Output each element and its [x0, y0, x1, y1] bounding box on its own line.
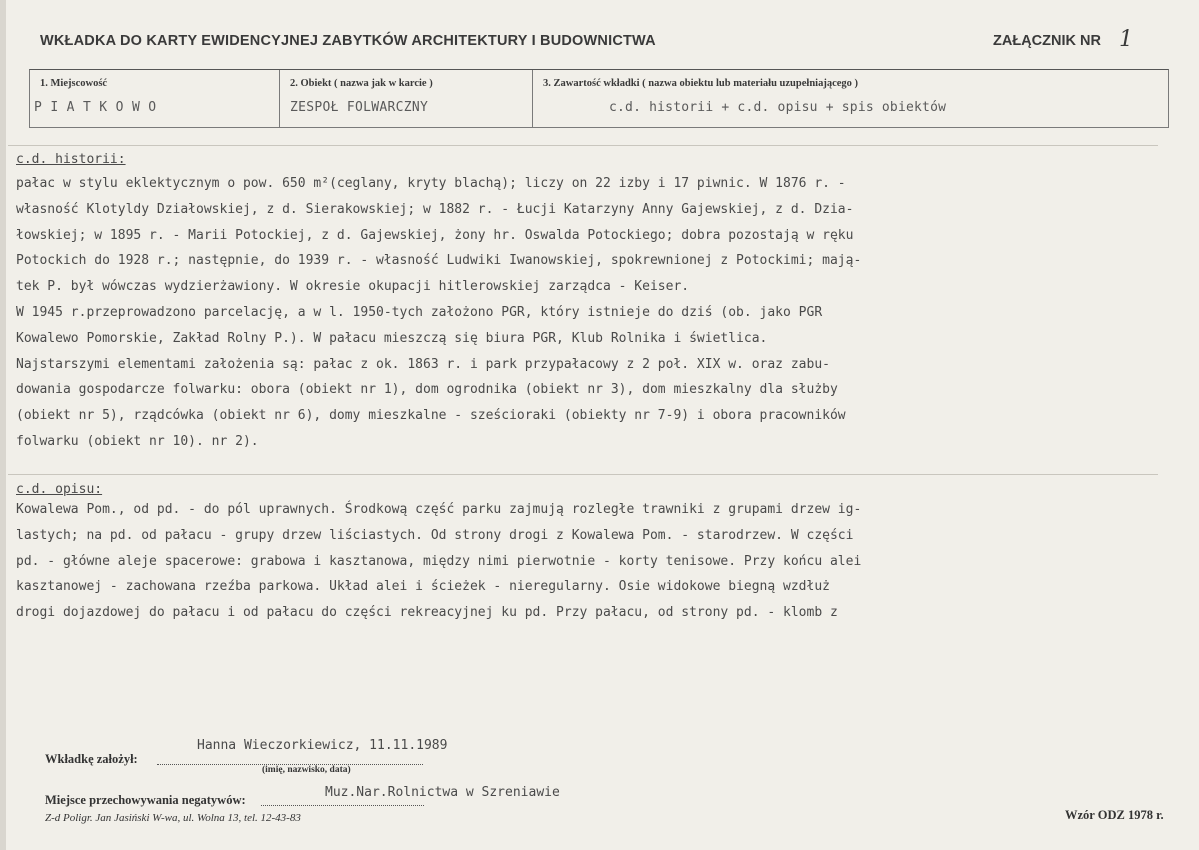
- annex-label: ZAŁĄCZNIK NR: [993, 33, 1101, 49]
- text-line: Potockich do 1928 r.; następnie, do 1939 r. - własność Ludwiki Iwanowskiej, spokrewnionej z Potockimi; mają-: [16, 253, 862, 269]
- history-text: [16, 176, 1166, 466]
- founder-value: Hanna Wieczorkiewicz, 11.11.1989: [197, 738, 448, 753]
- founder-label: Wkładkę założył:: [45, 752, 138, 766]
- text-line: Najstarszymi elementami założenia są: pałac z ok. 1863 r. i park przypałacowy z 2 poł. XIX w. oraz zabu-: [16, 356, 830, 372]
- card-title: WKŁADKA DO KARTY EWIDENCYJNEJ ZABYTKÓW ARCHITEKTURY I BUDOWNICTWA: [40, 33, 656, 49]
- annex-number: 1: [1119, 27, 1133, 52]
- location-value: PIATKOWO: [34, 100, 165, 115]
- text-line: pd. - główne aleje spacerowe: grabowa i kasztanowa, między nimi pierwotnie - korty tenisowe. Przy końcu alei: [16, 553, 862, 569]
- text-line: folwarku (obiekt nr 10). nr 2).: [16, 434, 259, 449]
- text-line: własność Klotyldy Działowskiej, z d. Sierakowskiej; w 1882 r. - Łucji Katarzyny Anny Gajewskiej, z d. Dzia-: [16, 201, 854, 217]
- object-label: 2. Obiekt ( nazwa jak w karcie ): [290, 78, 433, 89]
- contents-label: 3. Zawartość wkładki ( nazwa obiektu lub materiału uzupełniającego ): [543, 78, 859, 89]
- text-line: (obiekt nr 5), rządcówka (obiekt nr 6), domy mieszkalne - sześcioraki (obiekty nr 7-9) i obora pracowników: [16, 408, 846, 424]
- contents-field: [533, 70, 1168, 127]
- storage-dotted-line: [261, 805, 424, 806]
- contents-value: c.d. historii + c.d. opisu + spis obiektów: [609, 100, 947, 115]
- divider: [8, 145, 1158, 146]
- object-value: ZESPOŁ FOLWARCZNY: [290, 100, 429, 115]
- text-line: dowania gospodarcze folwarku: obora (obiekt nr 1), dom ogrodnika (obiekt nr 3), dom mieszkalny dla służby: [16, 382, 838, 398]
- text-line: kasztanowej - zachowana rzeźba parkowa. Układ alei i ścieżek - nieregularny. Osie widokowe biegną wzdłuż: [16, 579, 830, 595]
- description-text: [16, 502, 1166, 662]
- text-line: Kowalewo Pomorskie, Zakład Rolny P.). W pałacu mieszczą się biura PGR, Klub Rolnika i świetlica.: [16, 330, 768, 346]
- location-label: 1. Miejscowość: [40, 78, 108, 89]
- text-line: łowskiej; w 1895 r. - Marii Potockiej, z d. Gajewskiej, żony hr. Oswalda Potockiego; dobra pozostają w ręku: [16, 227, 854, 243]
- storage-label: Miejsce przechowywania negatywów:: [45, 793, 246, 807]
- paper-edge: [0, 0, 6, 850]
- printer-imprint: Z-d Poligr. Jan Jasiński W-wa, ul. Wolna 13, tel. 12-43-83: [45, 812, 301, 824]
- text-line: lastych; na pd. od pałacu - grupy drzew liściastych. Od strony drogi z Kowalewa Pom. - starodrzew. W części: [16, 527, 854, 543]
- fields-box: [29, 69, 1169, 128]
- text-line: pałac w stylu eklektycznym o pow. 650 m²(ceglany, kryty blachą); liczy on 22 izby i 17 piwnic. W 1876 r. -: [16, 176, 846, 191]
- divider: [8, 474, 1158, 475]
- text-line: drogi dojazdowej do pałacu i od pałacu do części rekreacyjnej ku pd. Przy pałacu, od strony pd. - klomb z: [16, 605, 838, 621]
- text-line: tek P. był wówczas wydzierżawiony. W okresie okupacji hitlerowskiej zarządca - Keiser.: [16, 279, 690, 295]
- founder-hint: (imię, nazwisko, data): [262, 765, 351, 775]
- description-heading: c.d. opisu:: [16, 482, 103, 497]
- location-field: [30, 70, 280, 127]
- object-field: [280, 70, 533, 127]
- form-model: Wzór ODZ 1978 r.: [1065, 808, 1164, 822]
- text-line: Kowalewa Pom., od pd. - do pól uprawnych. Środkową część parku zajmują rozległe trawniki z grupami drzew ig-: [16, 502, 862, 517]
- history-heading: c.d. historii:: [16, 152, 126, 167]
- text-line: W 1945 r.przeprowadzono parcelację, a w l. 1950-tych założono PGR, który istnieje do dziś (ob. jako PGR: [16, 305, 823, 320]
- storage-value: Muz.Nar.Rolnictwa w Szreniawie: [325, 785, 560, 800]
